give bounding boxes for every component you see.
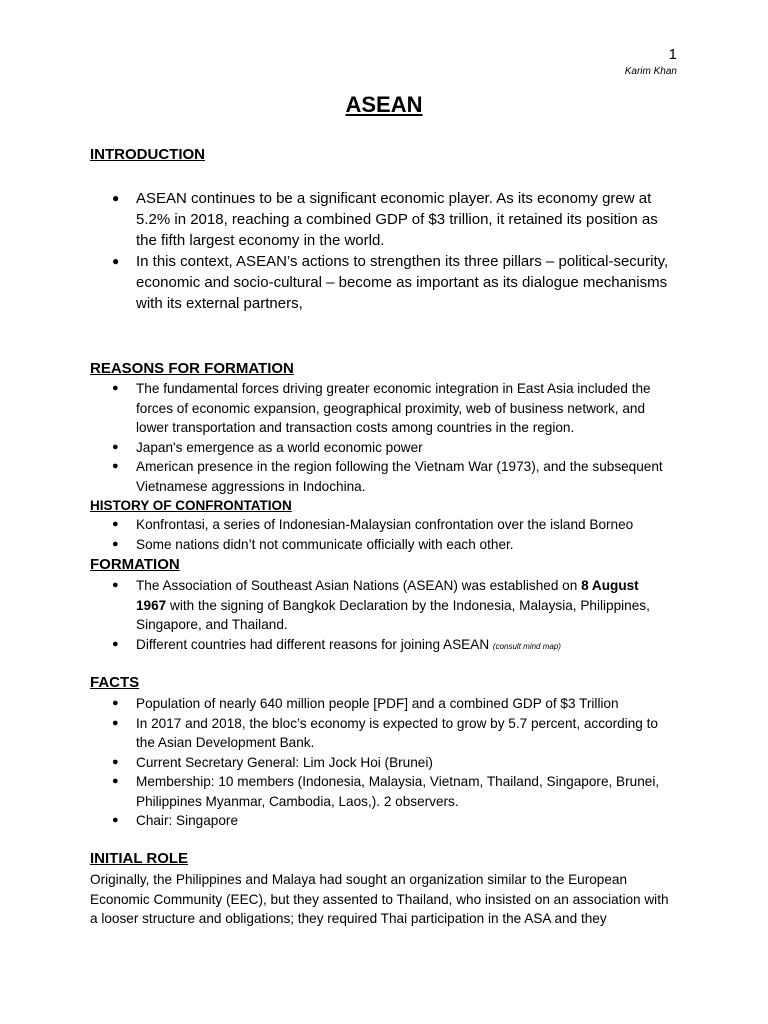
list-item: ● Konfrontasi, a series of Indonesian-Malaysian confrontation over the island Borneo [112,515,672,535]
list-item [112,635,672,657]
formation-note: (consult mind map) [492,641,561,651]
initial-role-paragraph: Originally, the Philippines and Malaya had sought an organization similar to the European Economic Community (EEC), but they assented to Thailand, who insisted on an association with a looser structure and obligations; they required Thai participation in the ASA and they [90,872,669,926]
list-item: ● Japan's emergence as a world economic power [112,438,672,458]
list-item [112,576,672,635]
formation-text: The Association of Southeast Asian Nations (ASEAN) was established on [136,578,582,593]
history-list [112,515,672,554]
list-item: ● Chair: Singapore [112,811,672,831]
introduction-list [112,188,672,314]
reasons-heading: REASONS FOR FORMATION [90,360,294,377]
list-item: ● In this context, ASEAN’s actions to strengthen its three pillars – political-security, economic and socio-cultural – become as important as its dialogue mechanisms with its external partners, [112,251,672,314]
list-item: ● Population of nearly 640 million people [PDF] and a combined GDP of $3 Trillion [112,694,672,714]
facts-list [112,694,672,831]
list-item: ● Membership: 10 members (Indonesia, Malaysia, Vietnam, Thailand, Singapore, Brunei, Philippines Myanmar, Cambodia, Laos,). 2 observers. [112,772,672,811]
formation-heading: FORMATION [90,556,180,573]
list-item: ● The fundamental forces driving greater economic integration in East Asia included the forces of economic expansion, geographical proximity, web of business network, and lower transportation and transaction costs among countries in the region. [112,379,672,438]
list-item: ● ASEAN continues to be a significant economic player. As its economy grew at 5.2% in 2018, reaching a combined GDP of $3 trillion, it retained its position as the fifth largest economy in the world. [112,188,672,251]
history-heading: HISTORY OF CONFRONTATION [90,498,292,513]
list-item: ● American presence in the region following the Vietnam War (1973), and the subsequent Vietnamese aggressions in Indochina. [112,457,672,496]
page-number: 1 [668,46,677,63]
introduction-heading: INTRODUCTION [90,146,205,163]
formation-list [112,576,672,656]
initial-role-heading: INITIAL ROLE [90,850,189,867]
formation-text: Different countries had different reasons for joining ASEAN [136,636,493,652]
author-name: Karim Khan [624,66,677,77]
list-item: ● Current Secretary General: Lim Jock Hoi (Brunei) [112,753,672,773]
list-item: ● In 2017 and 2018, the bloc’s economy is expected to grow by 5.7 percent, according to the Asian Development Bank. [112,714,672,753]
list-item: ● Some nations didn’t not communicate officially with each other. [112,535,672,555]
formation-text: with the signing of Bangkok Declaration by the Indonesia, Malaysia, Philippines, Singapore, and Thailand. [136,597,650,632]
reasons-list [112,379,672,496]
facts-heading: FACTS [90,674,140,691]
formation-date: 8 August 1967 [136,578,639,613]
document-title: ASEAN [345,92,423,117]
